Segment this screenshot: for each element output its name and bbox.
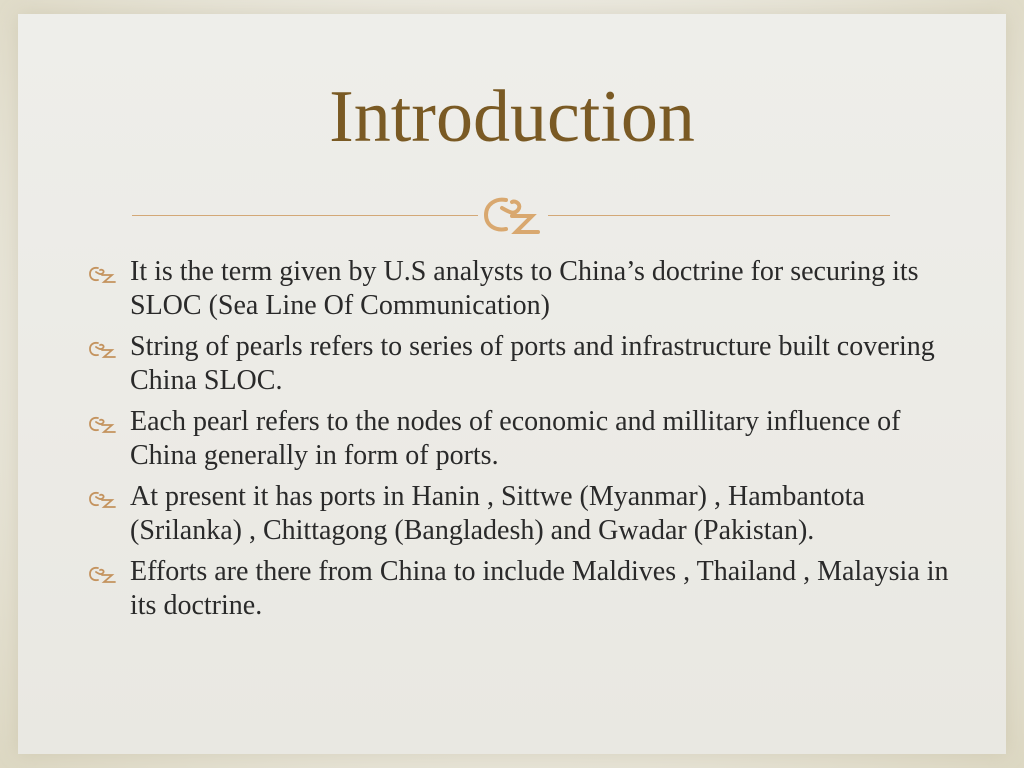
title-divider-left bbox=[132, 215, 478, 216]
bullet-item bbox=[88, 405, 968, 473]
bullet-text: It is the term given by U.S analysts to China’s doctrine for securing its SLOC (Sea Line Of Communication) bbox=[130, 256, 919, 321]
bullet-list bbox=[88, 255, 968, 630]
bullet-text: String of pearls refers to series of ports and infrastructure built covering China SLOC. bbox=[130, 331, 935, 396]
bullet-text: Each pearl refers to the nodes of economic and millitary influence of China generally in form of ports. bbox=[130, 406, 901, 471]
slide-title: Introduction bbox=[329, 76, 695, 158]
bullet-ornament-icon bbox=[88, 564, 124, 584]
bullet-item bbox=[88, 555, 968, 623]
ornament-icon bbox=[478, 190, 548, 240]
bullet-ornament-icon bbox=[88, 489, 124, 509]
bullet-item bbox=[88, 255, 968, 323]
bullet-ornament-icon bbox=[88, 339, 124, 359]
bullet-item bbox=[88, 480, 968, 548]
bullet-ornament-icon bbox=[88, 264, 124, 284]
bullet-ornament-icon bbox=[88, 414, 124, 434]
bullet-item bbox=[88, 330, 968, 398]
title-divider-right bbox=[548, 215, 890, 216]
bullet-text: At present it has ports in Hanin , Sittwe (Myanmar) , Hambantota (Srilanka) , Chittagong (Bangladesh) and Gwadar (Pakistan). bbox=[130, 481, 865, 546]
bullet-text: Efforts are there from China to include Maldives , Thailand , Malaysia in its doctrine. bbox=[130, 556, 949, 621]
